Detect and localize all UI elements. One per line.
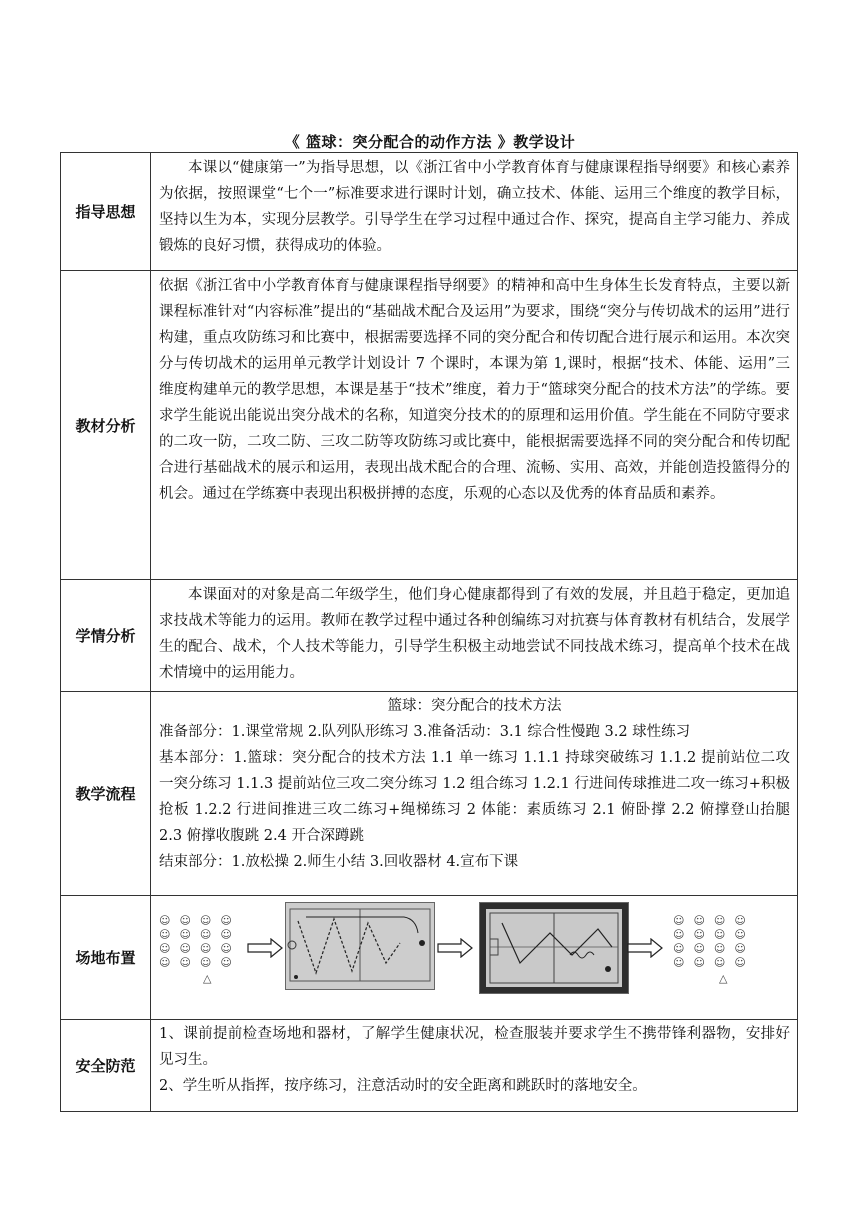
safety-cell (151, 1020, 798, 1112)
table-row (61, 153, 798, 271)
right-arrow-icon (437, 938, 473, 958)
row-label: 教材分析 (61, 271, 151, 580)
student-formation-left: ☺☺☺☺ ☺☺☺☺ ☺☺☺☺ ☺☺☺☺ (159, 914, 241, 969)
lesson-design-table (60, 152, 798, 1112)
cone-marker: △ (719, 972, 728, 985)
row-label: 指导思想 (61, 153, 151, 271)
table-row (61, 271, 798, 580)
cone-marker: △ (203, 972, 212, 985)
right-arrow-icon (247, 938, 283, 958)
material-analysis-text: 依据《浙江省中小学教育体育与健康课程指导纲要》的精神和高中生身体生长发育特点，主要以新课程标准针对“内容标准”提出的“基础战术配合及运用”为要求，围绕“突分与传切战术的运用”进行构建，重点攻防练习和比赛中，根据需要选择不同的突分配合和传切配合进行展示和运用。本次突分与传切战术的运用单元教学计划设计 7 个课时，本课为第 1,课时，根据“技术、体能、运用”三维度构建单元的教学思想，本课是基于“技术”维度，着力于“篮球突分配合的技术方法”的学练。要求学生能说出能说出突分战术的名称，知道突分技术的的原理和运用价值。学生能在不同防守要求的二攻一防，二攻二防、三攻二防等攻防练习或比赛中，能根据需要选择不同的突分配合和传切配合进行基础战术的展示和运用，表现出战术配合的合理、流畅、实用、高效，并能创造投篮得分的机会。通过在学练赛中表现出积极拼搏的态度，乐观的心态以及优秀的体育品质和素养。 (151, 271, 798, 580)
safety-line: 1、课前提前检查场地和器材，了解学生健康状况，检查服装并要求学生不携带锋利器物，安排好见习生。 (159, 1026, 790, 1068)
row-label: 学情分析 (61, 580, 151, 692)
table-row (61, 580, 798, 692)
teaching-flow-line: 基本部分：1.篮球：突分配合的技术方法 1.1 单一练习 1.1.1 持球突破练习 1.1.2 提前站位二攻一突分练习 1.1.3 提前站位三攻二突分练习 1.2 组合练习 1.2.1 行进间传球推进二攻一练习+积极抢板 1.2.2 行进间推进三攻二练习+绳梯练习 2 体能：素质练习 2.1 俯卧撑 2.2 俯撑登山抬腿 2.3 俯撑收腹跳 2.4 开合深蹲跳 (159, 750, 790, 844)
teaching-flow-line: 准备部分：1.课堂常规 2.队列队形练习 3.准备活动：3.1 综合性慢跑 3.2 球性练习 (159, 724, 691, 740)
drill-diagram-photo (285, 902, 435, 990)
table-row (61, 692, 798, 896)
student-analysis-text: 本课面对的对象是高二年级学生，他们身心健康都得到了有效的发展，并且趋于稳定，更加追求技战术等能力的运用。教师在教学过程中通过各种创编练习对抗赛与体育教材有机结合，发展学生的配合、战术，个人技术等能力，引导学生积极主动地尝试不同技战术练习，提高单个技术在战术情境中的运用能力。 (151, 580, 798, 692)
student-formation-right: ☺☺☺☺ ☺☺☺☺ ☺☺☺☺ ☺☺☺☺ (673, 914, 755, 969)
safety-line: 2、学生听从指挥，按序练习，注意活动时的安全距离和跳跃时的落地安全。 (159, 1078, 647, 1094)
teaching-flow-heading: 篮球：突分配合的技术方法 (387, 698, 562, 714)
document-title: 《 篮球：突分配合的动作方法 》教学设计 (284, 133, 576, 151)
right-arrow-icon (627, 938, 663, 958)
venue-diagram (151, 896, 797, 1018)
row-label: 场地布置 (61, 896, 151, 1020)
drill-diagram-photo (479, 902, 629, 994)
row-label: 安全防范 (61, 1020, 151, 1112)
teaching-flow-line: 结束部分：1.放松操 2.师生小结 3.回收器材 4.宣布下课 (159, 854, 519, 870)
row-label: 教学流程 (61, 692, 151, 896)
table-row (61, 896, 798, 1020)
venue-layout-cell (151, 896, 798, 1020)
table-row (61, 1020, 798, 1112)
guiding-thought-text: 本课以“健康第一”为指导思想，以《浙江省中小学教育体育与健康课程指导纲要》和核心素养为依据，按照课堂“七个一”标准要求进行课时计划，确立技术、体能、运用三个维度的教学目标，坚持以生为本，实现分层教学。引导学生在学习过程中通过合作、探究，提高自主学习能力、养成锻炼的良好习惯，获得成功的体验。 (151, 153, 798, 271)
teaching-flow-cell (151, 692, 798, 896)
